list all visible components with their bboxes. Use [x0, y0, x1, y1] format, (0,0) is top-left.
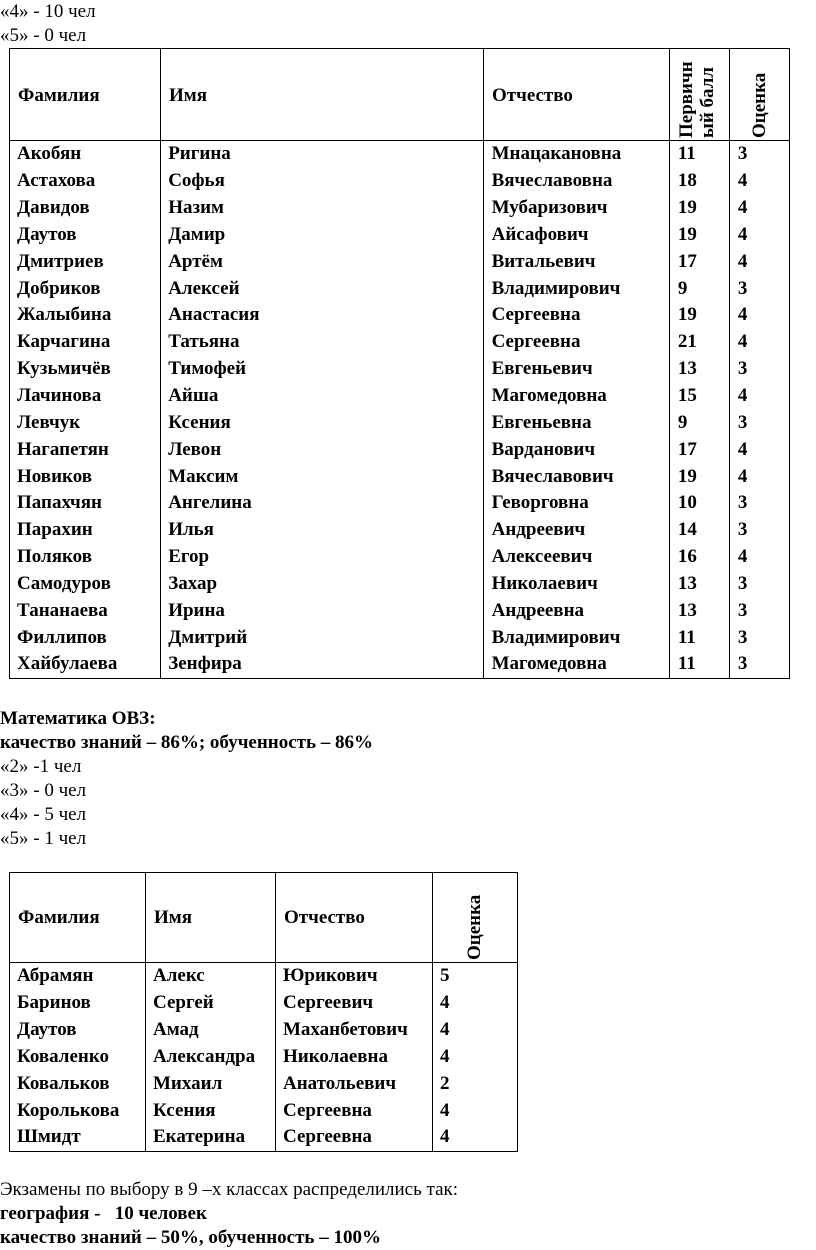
table1 [9, 141, 790, 678]
surname-cell: Баринов [17, 992, 91, 1014]
grade-cell: 4 [737, 250, 748, 272]
table-row [9, 1124, 518, 1151]
table-row [9, 597, 790, 624]
grade-cell: 4 [737, 385, 748, 407]
surname-cell: Шмидт [17, 1126, 81, 1148]
patronymic-cell: Сергеевна [283, 1126, 372, 1148]
table1-header-grade: Оценка [749, 72, 770, 138]
table-row [9, 1070, 518, 1097]
intro-line-2: «5» - 0 чел [0, 25, 87, 46]
primary-score-cell: 10 [677, 492, 697, 514]
table-row [9, 517, 790, 544]
name-cell: Артём [168, 250, 223, 272]
table-row [9, 356, 790, 383]
table-row [9, 963, 518, 990]
grade-cell: 4 [737, 223, 748, 245]
primary-score-cell: 9 [677, 411, 688, 433]
grade-cell: 2 [440, 1072, 450, 1094]
name-cell: Егор [168, 546, 210, 568]
grade-cell: 3 [737, 143, 748, 165]
table-row [9, 544, 790, 571]
name-cell: Михаил [153, 1072, 223, 1094]
table-row [9, 141, 790, 168]
patronymic-cell: Алексеевич [491, 546, 593, 568]
table2-bottom-border [9, 1151, 517, 1152]
grade-cell: 4 [440, 1045, 450, 1067]
surname-cell: Акобян [17, 143, 82, 165]
table-row [9, 222, 790, 249]
primary-score-cell: 19 [677, 465, 697, 487]
table-row [9, 275, 790, 302]
table-row [9, 463, 790, 490]
primary-score-cell: 13 [677, 599, 697, 621]
table2 [9, 963, 518, 1151]
name-cell: Амад [153, 1019, 199, 1041]
surname-cell: Даутов [17, 1019, 77, 1041]
surname-cell: Добриков [17, 277, 101, 299]
name-cell: Анастасия [168, 304, 260, 326]
primary-score-cell: 19 [677, 197, 697, 219]
table2-header-name: Имя [154, 907, 192, 928]
table2-header-grade: Оценка [464, 894, 485, 960]
section2-line-2: «3» - 0 чел [0, 780, 87, 801]
name-cell: Ксения [168, 411, 231, 433]
table-row [9, 624, 790, 651]
grade-cell: 4 [737, 304, 748, 326]
grade-cell: 4 [737, 465, 748, 487]
table-row [9, 195, 790, 222]
patronymic-cell: Мубаризович [491, 197, 608, 219]
grade-cell: 4 [737, 438, 748, 460]
name-cell: Татьяна [168, 331, 240, 353]
grade-cell: 4 [440, 1019, 450, 1041]
section2-line-4: «5» - 1 чел [0, 828, 87, 849]
grade-cell: 5 [440, 965, 450, 987]
name-cell: Максим [168, 465, 239, 487]
name-cell: Тимофей [168, 358, 247, 380]
table-row [9, 990, 518, 1017]
primary-score-cell: 19 [677, 223, 697, 245]
name-cell: Софья [168, 170, 225, 192]
primary-score-cell: 14 [677, 519, 697, 541]
surname-cell: Жалыбина [17, 304, 112, 326]
patronymic-cell: Владимирович [491, 626, 621, 648]
intro-line-1: «4» - 10 чел [0, 1, 96, 22]
table1-body [9, 141, 790, 678]
name-cell: Дамир [168, 223, 226, 245]
surname-cell: Давидов [17, 197, 90, 219]
surname-cell: Карчагина [17, 331, 111, 353]
surname-cell: Нагапетян [17, 438, 109, 460]
table2-top-border [9, 872, 517, 873]
grade-cell: 4 [737, 546, 748, 568]
table1-top-border [9, 48, 789, 49]
section2-line-3: «4» - 5 чел [0, 804, 87, 825]
primary-score-cell: 18 [677, 170, 697, 192]
surname-cell: Астахова [17, 170, 96, 192]
patronymic-cell: Мнацакановна [491, 143, 622, 165]
name-cell: Сергей [153, 992, 214, 1014]
surname-cell: Папахчян [17, 492, 102, 514]
patronymic-cell: Сергеевич [283, 992, 374, 1014]
patronymic-cell: Айсафович [491, 223, 589, 245]
primary-score-cell: 13 [677, 572, 697, 594]
grade-cell: 3 [737, 519, 748, 541]
footer-line-3: качество знаний – 50%, обученность – 100% [0, 1227, 381, 1248]
table1-header-surname: Фамилия [18, 85, 100, 106]
grade-cell: 4 [440, 1126, 450, 1148]
table-row [9, 248, 790, 275]
table-row [9, 409, 790, 436]
surname-cell: Королькова [17, 1099, 120, 1121]
table-row [9, 490, 790, 517]
primary-score-cell: 11 [677, 143, 696, 165]
patronymic-cell: Юрикович [283, 965, 378, 987]
primary-score-cell: 16 [677, 546, 697, 568]
surname-cell: Самодуров [17, 572, 111, 594]
section2-line-1: «2» -1 чел [0, 756, 82, 777]
name-cell: Левон [168, 438, 222, 460]
table-row [9, 302, 790, 329]
name-cell: Александра [153, 1045, 256, 1067]
patronymic-cell: Евгеньевич [491, 358, 593, 380]
section2-quality: качество знаний – 86%; обученность – 86% [0, 732, 374, 753]
surname-cell: Даутов [17, 223, 77, 245]
grade-cell: 4 [440, 1099, 450, 1121]
name-cell: Дмитрий [168, 626, 248, 648]
grade-cell: 3 [737, 358, 748, 380]
table-row [9, 168, 790, 195]
footer-line-1: Экзамены по выбору в 9 –х классах распределились так: [0, 1179, 459, 1200]
patronymic-cell: Андреевна [491, 599, 585, 621]
surname-cell: Новиков [17, 465, 92, 487]
table-row [9, 651, 790, 678]
patronymic-cell: Вячеславовна [491, 170, 613, 192]
grade-cell: 3 [737, 599, 748, 621]
surname-cell: Тананаева [17, 599, 108, 621]
grade-cell: 3 [737, 653, 748, 675]
surname-cell: Парахин [17, 519, 93, 541]
table1-header-primary-score-1: Первичн [676, 61, 697, 138]
surname-cell: Хайбулаева [17, 653, 118, 675]
footer-line-2: география - 10 человек [0, 1203, 207, 1224]
table2-body [9, 963, 518, 1151]
grade-cell: 4 [737, 331, 748, 353]
patronymic-cell: Витальевич [491, 250, 596, 272]
grade-cell: 4 [737, 170, 748, 192]
primary-score-cell: 11 [677, 626, 696, 648]
primary-score-cell: 11 [677, 653, 696, 675]
patronymic-cell: Маханбетович [283, 1019, 408, 1041]
surname-cell: Абрамян [17, 965, 94, 987]
patronymic-cell: Николаевич [491, 572, 598, 594]
grade-cell: 3 [737, 411, 748, 433]
name-cell: Захар [168, 572, 218, 594]
table1-header-patronymic: Отчество [492, 85, 573, 106]
patronymic-cell: Андреевич [491, 519, 586, 541]
name-cell: Ксения [153, 1099, 216, 1121]
table-row [9, 329, 790, 356]
name-cell: Ангелина [168, 492, 252, 514]
name-cell: Зенфира [168, 653, 242, 675]
surname-cell: Лачинова [17, 385, 102, 407]
patronymic-cell: Варданович [491, 438, 596, 460]
table1-header-name: Имя [169, 85, 207, 106]
patronymic-cell: Евгеньевна [491, 411, 592, 433]
primary-score-cell: 19 [677, 304, 697, 326]
surname-cell: Левчук [17, 411, 81, 433]
surname-cell: Филлипов [17, 626, 107, 648]
primary-score-cell: 13 [677, 358, 697, 380]
patronymic-cell: Геворговна [491, 492, 589, 514]
patronymic-cell: Магомедовна [491, 385, 607, 407]
surname-cell: Кузьмичёв [17, 358, 111, 380]
table-row [9, 383, 790, 410]
primary-score-cell: 15 [677, 385, 697, 407]
surname-cell: Поляков [17, 546, 92, 568]
patronymic-cell: Сергеевна [491, 304, 581, 326]
name-cell: Алексей [168, 277, 240, 299]
grade-cell: 3 [737, 277, 748, 299]
grade-cell: 3 [737, 492, 748, 514]
patronymic-cell: Вячеславович [491, 465, 614, 487]
name-cell: Екатерина [153, 1126, 246, 1148]
patronymic-cell: Анатольевич [283, 1072, 397, 1094]
grade-cell: 4 [737, 197, 748, 219]
name-cell: Ригина [168, 143, 231, 165]
table-row [9, 1097, 518, 1124]
surname-cell: Коваленко [17, 1045, 110, 1067]
table-row [9, 571, 790, 598]
patronymic-cell: Николаевна [283, 1045, 388, 1067]
patronymic-cell: Владимирович [491, 277, 621, 299]
name-cell: Ирина [168, 599, 225, 621]
table1-bottom-border [9, 678, 789, 679]
primary-score-cell: 9 [677, 277, 688, 299]
name-cell: Илья [168, 519, 214, 541]
patronymic-cell: Сергеевна [283, 1099, 372, 1121]
table1-header-primary-score-2: ый балл [697, 66, 718, 138]
grade-cell: 3 [737, 626, 748, 648]
patronymic-cell: Сергеевна [491, 331, 581, 353]
primary-score-cell: 17 [677, 250, 697, 272]
table-row [9, 1044, 518, 1071]
primary-score-cell: 21 [677, 331, 697, 353]
patronymic-cell: Магомедовна [491, 653, 607, 675]
surname-cell: Дмитриев [17, 250, 104, 272]
name-cell: Айша [168, 385, 219, 407]
table2-header-patronymic: Отчество [284, 907, 365, 928]
section2-title: Математика ОВЗ: [0, 708, 156, 729]
grade-cell: 3 [737, 572, 748, 594]
table-row [9, 436, 790, 463]
table-row [9, 1017, 518, 1044]
surname-cell: Ковальков [17, 1072, 110, 1094]
primary-score-cell: 17 [677, 438, 697, 460]
table2-header-surname: Фамилия [18, 907, 100, 928]
grade-cell: 4 [440, 992, 450, 1014]
name-cell: Назим [168, 197, 224, 219]
name-cell: Алекс [153, 965, 205, 987]
